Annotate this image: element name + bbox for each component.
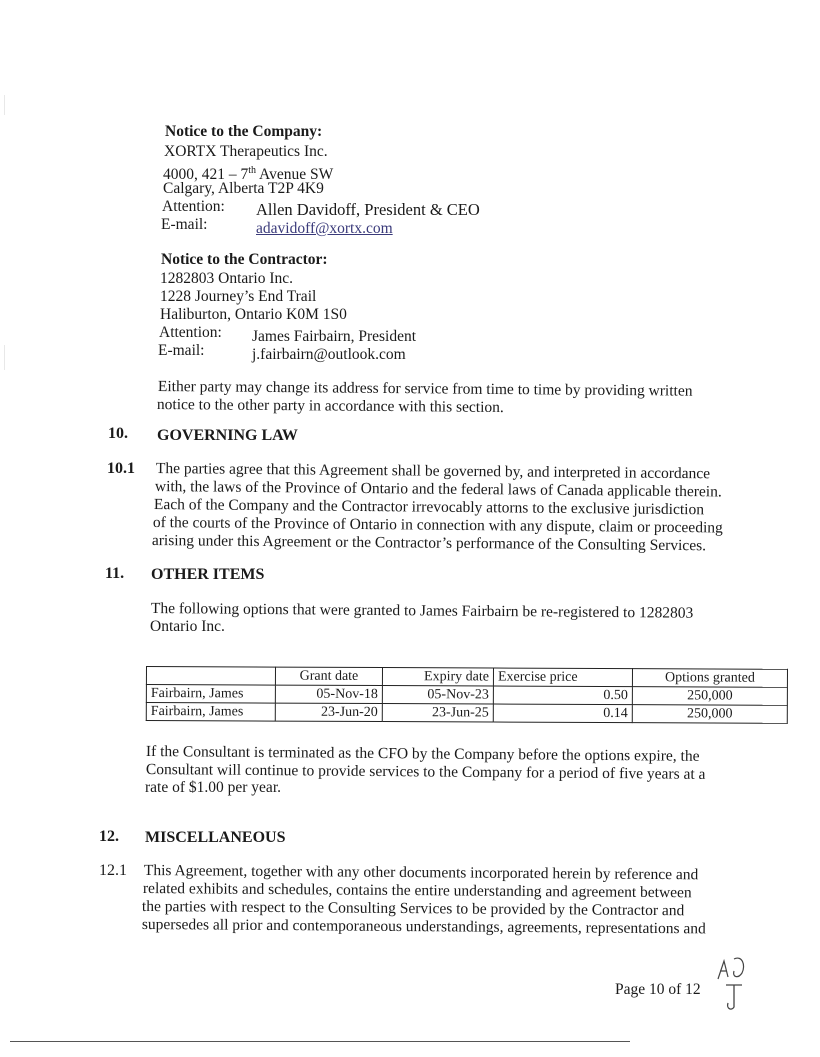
table-header-cell <box>146 667 275 686</box>
section-12-title: MISCELLANEOUS <box>145 829 286 846</box>
company-address-street-number: 4000, 421 – 7 <box>163 166 249 184</box>
paragraph-line: arising under this Agreement or the Contractor’s performance of the Consulting Services. <box>151 532 707 555</box>
contractor-email-label: E-mail: <box>158 342 205 359</box>
options-table <box>146 666 788 724</box>
paragraph-line: rate of $1.00 per year. <box>145 779 281 796</box>
section-10-number: 10. <box>108 425 128 442</box>
section-11-number: 11. <box>105 565 125 582</box>
paragraph-line: Each of the Company and the Contractor irrevocably attorns to the exclusive jurisdiction <box>153 496 705 519</box>
contractor-address-line2: Haliburton, Ontario K0M 1S0 <box>160 306 347 323</box>
table-header-cell: Expiry date <box>382 668 493 686</box>
table-row <box>146 703 787 724</box>
page-number: Page 10 of 12 <box>615 981 701 998</box>
company-name: XORTX Therapeutics Inc. <box>164 143 328 160</box>
scan-edge-mark <box>4 345 5 370</box>
company-attention-label: Attention: <box>162 198 225 215</box>
paragraph-line: with, the laws of the Province of Ontario and the federal laws of Canada applicable therein. <box>154 478 722 501</box>
table-cell: 250,000 <box>632 687 787 706</box>
table-cell: Fairbairn, James <box>146 685 275 704</box>
paragraph-line: of the courts of the Province of Ontario in connection with any dispute, claim or proceeding <box>152 514 723 537</box>
paragraph-line: supersedes all prior and contemporaneous understandings, agreements, representations and <box>141 916 706 938</box>
company-address-street: Avenue SW <box>256 166 334 184</box>
table-cell: 23-Jun-20 <box>275 703 382 721</box>
table-header-cell: Exercise price <box>493 668 632 687</box>
contractor-notice-heading: Notice to the Contractor: <box>161 251 328 268</box>
paragraph-line: the parties with respect to the Consulting Services to be provided by the Contractor and <box>141 898 685 920</box>
paragraph-line: This Agreement, together with any other documents incorporated herein by reference and <box>143 862 699 884</box>
paragraph-line: If the Consultant is terminated as the CFO by the Company before the options expire, the <box>145 743 700 765</box>
footer-rule <box>10 1041 630 1042</box>
company-email-label: E-mail: <box>161 216 208 233</box>
paragraph-line: Either party may change its address for service from time to time by providing written <box>157 378 693 400</box>
table-cell: 250,000 <box>632 705 787 724</box>
contractor-attention-value: James Fairbairn, President <box>252 328 417 345</box>
ordinal-suffix: th <box>248 165 257 176</box>
contractor-name: 1282803 Ontario Inc. <box>160 270 294 287</box>
section-11-title: OTHER ITEMS <box>151 566 265 583</box>
contractor-attention-label: Attention: <box>159 324 222 341</box>
table-header-cell: Options granted <box>632 669 787 688</box>
table-cell: 0.14 <box>493 704 632 723</box>
table-header-cell: Grant date <box>275 667 382 685</box>
table-cell: Fairbairn, James <box>146 703 275 722</box>
paragraph-line: The following options that were granted to James Fairbairn be re-registered to 1282803 <box>150 600 694 622</box>
company-notice-heading: Notice to the Company: <box>165 123 323 140</box>
contractor-address-line1: 1228 Journey’s End Trail <box>160 288 317 305</box>
handwritten-initials-signature <box>712 955 757 1015</box>
clause-10-1-number: 10.1 <box>107 460 135 477</box>
paragraph-line: notice to the other party in accordance with this section. <box>156 396 504 417</box>
scan-edge-mark <box>4 95 5 115</box>
company-address-line2: Calgary, Alberta T2P 4K9 <box>163 180 324 197</box>
table-row <box>146 685 787 706</box>
table-cell: 0.50 <box>493 686 632 705</box>
paragraph-line: The parties agree that this Agreement shall be governed by, and interpreted in accordance <box>155 460 711 483</box>
company-email-link[interactable]: adavidoff@xortx.com <box>256 220 393 237</box>
section-10-title: GOVERNING LAW <box>157 427 298 444</box>
paragraph-line: Consultant will continue to provide services to the Company for a period of five years at a <box>145 761 706 783</box>
paragraph-line: Ontario Inc. <box>150 618 225 635</box>
table-cell: 05-Nov-23 <box>382 686 493 704</box>
table-cell: 23-Jun-25 <box>382 704 493 722</box>
clause-12-1-number: 12.1 <box>99 862 127 879</box>
paragraph-line: related exhibits and schedules, contains the entire understanding and agreement between <box>142 880 692 902</box>
company-attention-value: Allen Davidoff, President & CEO <box>256 200 480 219</box>
section-12-number: 12. <box>99 828 119 845</box>
table-cell: 05-Nov-18 <box>275 685 382 703</box>
contractor-email-value: j.fairbairn@outlook.com <box>252 346 406 363</box>
